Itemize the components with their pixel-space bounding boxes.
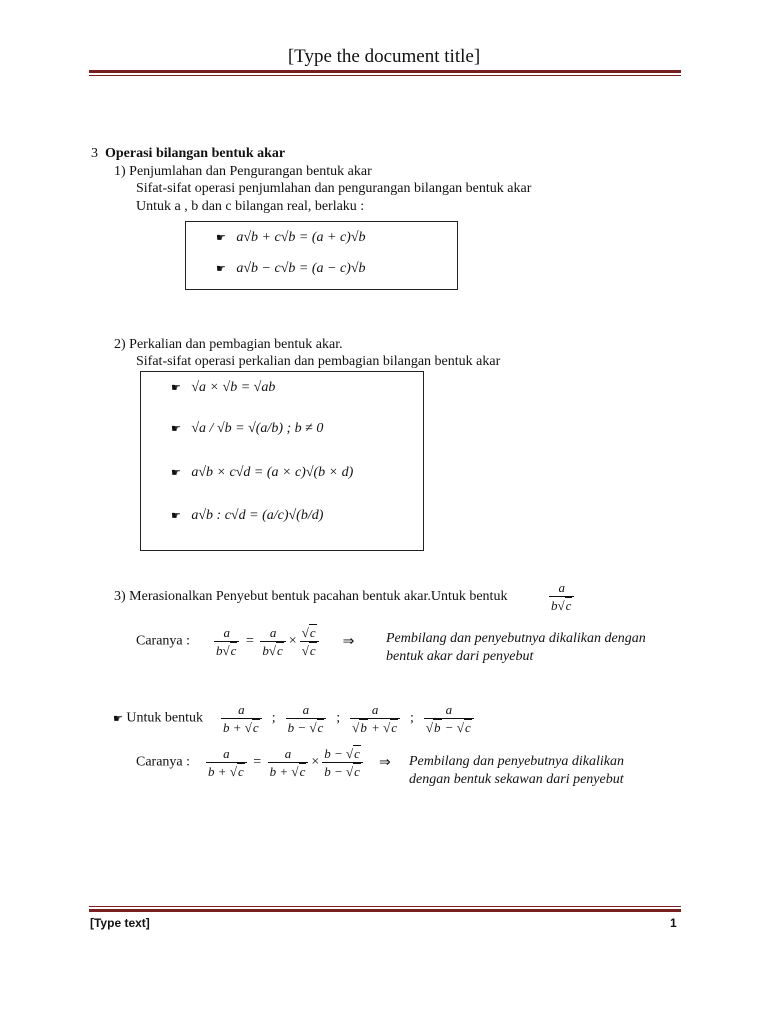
header-rule-thick <box>89 70 681 73</box>
sub1-line2: Untuk a , b dan c bilangan real, berlaku : <box>136 199 365 214</box>
section-title: Operasi bilangan bentuk akar <box>105 146 286 161</box>
untuk-label: Untuk bentuk <box>126 710 203 726</box>
rules-box-2 <box>140 371 424 551</box>
pointing-hand-icon: ☛ <box>216 231 226 244</box>
rule-row <box>171 380 275 396</box>
caranya2-label: Caranya : <box>136 754 191 770</box>
rule-formula: √a × √b = √ab <box>191 380 276 395</box>
page-number: 1 <box>670 916 677 930</box>
pointing-hand-icon: ☛ <box>171 381 181 394</box>
sub3-heading: 3) Merasionalkan Penyebut bentuk pacahan bentuk akar.Untuk bentuk <box>114 589 508 604</box>
pointing-hand-icon: ☛ <box>171 466 181 479</box>
sub3-fraction: $\frac{a}{b√c}$ <box>546 580 577 613</box>
rule-row <box>216 261 366 277</box>
pointing-hand-icon: ☛ <box>216 262 226 275</box>
rule-row <box>171 465 353 481</box>
footer-rule-thick <box>89 909 681 912</box>
section-number: 3 <box>91 146 98 161</box>
rule-formula: a√b + c√b = (a + c)√b <box>236 230 366 245</box>
double-arrow-icon: ⇒ <box>342 633 355 650</box>
rule-row <box>216 230 366 246</box>
rules-box-1 <box>185 221 458 290</box>
caranya-row-2: Caranya : $\frac{a}{b + √c}$ = $\frac{a}{b + √c}$ × $\frac{b - √c}{b - √c}$ ⇒ <box>136 746 391 779</box>
caranya-label: Caranya : <box>136 633 191 649</box>
note-2: Pembilang dan penyebutnya dikalikan dengan bentuk sekawan dari penyebut <box>409 754 624 787</box>
sub1-line1: Sifat-sifat operasi penjumlahan dan pengurangan bilangan bentuk akar <box>136 181 532 196</box>
sub1-heading: 1) Penjumlahan dan Pengurangan bentuk akar <box>114 164 372 179</box>
rule-row <box>171 421 323 437</box>
note-1: Pembilang dan penyebutnya dikalikan dengan bentuk akar dari penyebut <box>386 631 646 664</box>
header-rule-thin <box>89 75 681 76</box>
double-arrow-icon: ⇒ <box>378 754 391 771</box>
pointing-hand-icon: ☛ <box>113 712 123 725</box>
sub2-line1: Sifat-sifat operasi perkalian dan pembagian bilangan bentuk akar <box>136 354 501 369</box>
rule-formula: a√b − c√b = (a − c)√b <box>236 261 366 276</box>
footer-text: [Type text] <box>90 916 150 930</box>
footer-rule-thin <box>89 906 681 907</box>
rule-formula: √a / √b = √(a/b) ; b ≠ 0 <box>191 421 324 436</box>
rule-formula: a√b : c√d = (a/c)√(b/d) <box>191 508 324 523</box>
sub2-heading: 2) Perkalian dan pembagian bentuk akar. <box>114 337 343 352</box>
rule-row <box>171 508 323 524</box>
pointing-hand-icon: ☛ <box>171 422 181 435</box>
document-title: [Type the document title] <box>287 46 481 67</box>
section-heading <box>91 146 285 162</box>
rule-formula: a√b × c√d = (a × c)√(b × d) <box>191 465 354 480</box>
pointing-hand-icon: ☛ <box>171 509 181 522</box>
caranya-row-1: Caranya : $\frac{a}{b√c}$ = $\frac{a}{b√c}$ × $\frac{√c}{√c}$ ⇒ <box>136 625 355 658</box>
untuk-row: ☛ Untuk bentuk $\frac{a}{b + √c}$ ; $\frac{a}{b - √c}$ ; $\frac{a}{√b + √c}$ ; $\frac{a}{√b - √c}$ <box>113 702 477 735</box>
